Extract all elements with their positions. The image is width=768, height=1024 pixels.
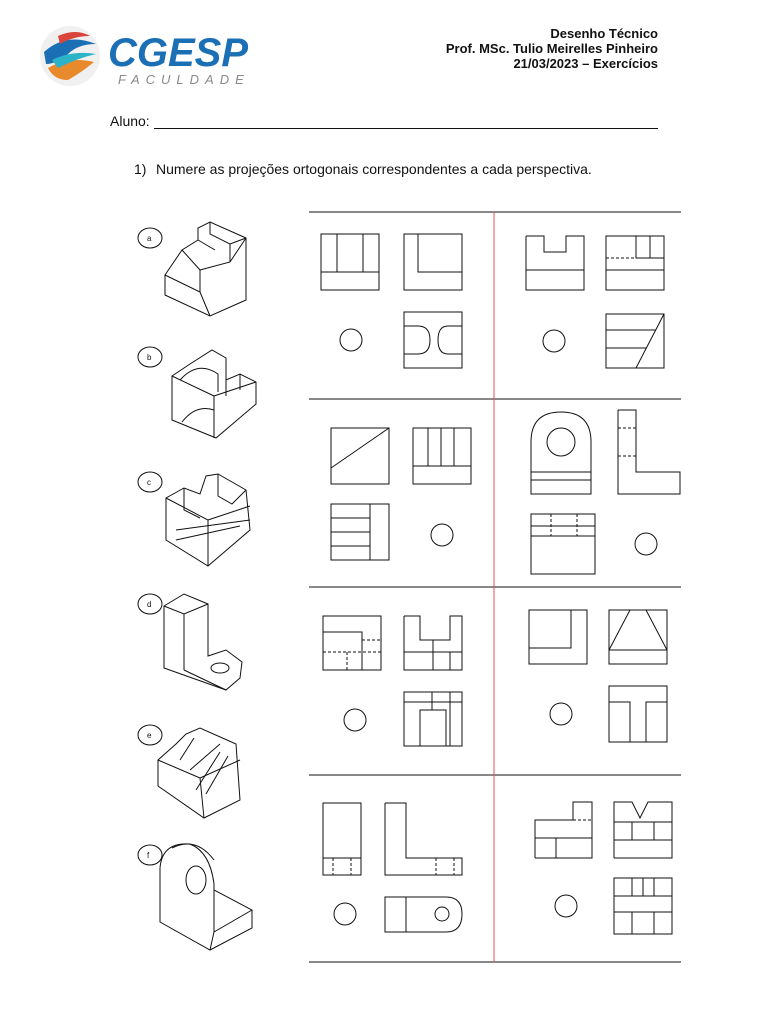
projection-set-3 — [331, 428, 471, 560]
question-text: Numere as projeções ortogonais correspondentes a cada perspectiva. — [156, 161, 592, 177]
professor-name: Prof. MSc. Tulio Meirelles Pinheiro — [445, 41, 658, 56]
student-label: Aluno: — [110, 113, 150, 129]
projection-set-2 — [526, 236, 664, 368]
logo-brand-text: CGESP — [108, 31, 249, 75]
question-number: 1) — [134, 161, 147, 177]
svg-text:f: f — [147, 851, 150, 860]
perspective-d — [138, 594, 242, 690]
svg-text:a: a — [147, 234, 152, 243]
svg-text:c: c — [147, 478, 151, 487]
course-title: Desenho Técnico — [550, 26, 658, 41]
projection-set-4 — [531, 410, 680, 574]
svg-text:b: b — [147, 353, 152, 362]
projection-set-6 — [529, 610, 667, 742]
logo-sub-text: FACULDADE — [118, 72, 250, 87]
perspective-c — [138, 472, 250, 566]
projection-set-7 — [323, 803, 462, 932]
svg-text:e: e — [147, 731, 152, 740]
projection-set-1 — [321, 234, 462, 368]
perspective-a — [138, 222, 246, 316]
exercise-date: 21/03/2023 – Exercícios — [513, 56, 658, 71]
perspective-b — [138, 347, 256, 438]
perspective-f — [138, 844, 252, 950]
projection-set-5 — [323, 616, 462, 746]
grid-lines — [309, 212, 681, 962]
projection-set-8 — [535, 802, 672, 934]
perspective-e — [138, 725, 240, 818]
svg-text:d: d — [147, 600, 152, 609]
